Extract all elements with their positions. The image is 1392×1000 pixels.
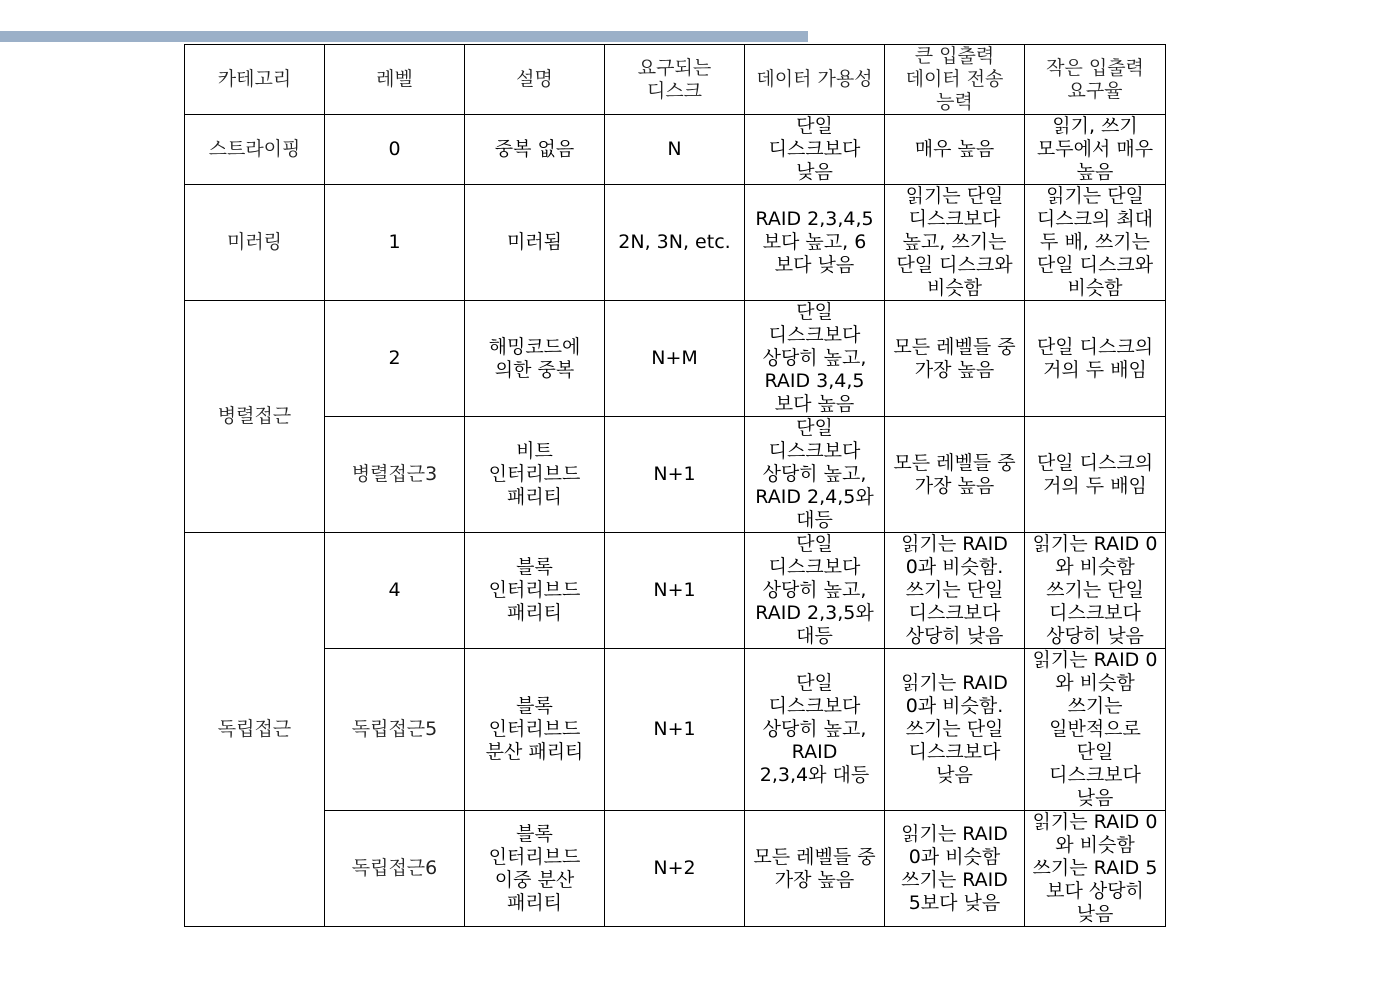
availability-cell: 단일 디스크보다 상당히 높고, RAID 2,3,4와 대등 [745, 649, 885, 811]
large-io-cell: 매우 높음 [885, 115, 1025, 185]
large-io-cell: 모든 레벨들 중 가장 높음 [885, 417, 1025, 533]
small-io-cell: 읽기는 RAID 0 와 비슷함 쓰기는 일반적으로 단일 디스크보다 낮음 [1025, 649, 1166, 811]
large-io-cell: 읽기는 RAID 0과 비슷함. 쓰기는 단일 디스크보다 낮음 [885, 649, 1025, 811]
header-cell: 큰 입출력 데이터 전송 능력 [885, 45, 1025, 115]
header-cell: 작은 입출력 요구율 [1025, 45, 1166, 115]
large-io-cell: 모든 레벨들 중 가장 높음 [885, 301, 1025, 417]
description-cell: 블록 인터리브드 패리티 [465, 533, 605, 649]
table-row [185, 301, 1166, 417]
disks-cell: N+M [605, 301, 745, 417]
header-cell: 카테고리 [185, 45, 325, 115]
disks-cell: N+1 [605, 533, 745, 649]
category-cell: 독립접근 [185, 533, 325, 927]
small-io-cell: 읽기, 쓰기 모두에서 매우 높음 [1025, 115, 1166, 185]
level-cell: 1 [325, 185, 465, 301]
description-cell: 블록 인터리브드 분산 패리티 [465, 649, 605, 811]
availability-cell: 모든 레벨들 중 가장 높음 [745, 811, 885, 927]
disks-cell: N+2 [605, 811, 745, 927]
header-row [185, 45, 1166, 115]
table-row [185, 115, 1166, 185]
small-io-cell: 읽기는 RAID 0 와 비슷함 쓰기는 RAID 5 보다 상당히 낮음 [1025, 811, 1166, 927]
header-cell: 설명 [465, 45, 605, 115]
level-cell: 2 [325, 301, 465, 417]
category-cell: 스트라이핑 [185, 115, 325, 185]
level-cell: 병렬접근3 [325, 417, 465, 533]
raid-levels-table [184, 44, 1166, 927]
description-cell: 미러됨 [465, 185, 605, 301]
large-io-cell: 읽기는 RAID 0과 비슷함. 쓰기는 단일 디스크보다 상당히 낮음 [885, 533, 1025, 649]
description-cell: 중복 없음 [465, 115, 605, 185]
header-cell: 데이터 가용성 [745, 45, 885, 115]
header-cell: 레벨 [325, 45, 465, 115]
disks-cell: N [605, 115, 745, 185]
availability-cell: RAID 2,3,4,5 보다 높고, 6 보다 낮음 [745, 185, 885, 301]
availability-cell: 단일 디스크보다 상당히 높고, RAID 2,3,5와 대등 [745, 533, 885, 649]
table-row [185, 185, 1166, 301]
availability-cell: 단일 디스크보다 낮음 [745, 115, 885, 185]
header-cell: 요구되는 디스크 [605, 45, 745, 115]
small-io-cell: 읽기는 단일 디스크의 최대 두 배, 쓰기는 단일 디스크와 비슷함 [1025, 185, 1166, 301]
category-cell: 미러링 [185, 185, 325, 301]
small-io-cell: 단일 디스크의 거의 두 배임 [1025, 301, 1166, 417]
table-row [185, 417, 1166, 533]
table-row [185, 811, 1166, 927]
disks-cell: N+1 [605, 649, 745, 811]
title-accent-bar [0, 31, 808, 42]
level-cell: 독립접근6 [325, 811, 465, 927]
disks-cell: N+1 [605, 417, 745, 533]
table-row [185, 533, 1166, 649]
description-cell: 해밍코드에 의한 중복 [465, 301, 605, 417]
level-cell: 4 [325, 533, 465, 649]
level-cell: 독립접근5 [325, 649, 465, 811]
table-row [185, 649, 1166, 811]
small-io-cell: 읽기는 RAID 0 와 비슷함 쓰기는 단일 디스크보다 상당히 낮음 [1025, 533, 1166, 649]
availability-cell: 단일 디스크보다 상당히 높고, RAID 3,4,5 보다 높음 [745, 301, 885, 417]
small-io-cell: 단일 디스크의 거의 두 배임 [1025, 417, 1166, 533]
availability-cell: 단일 디스크보다 상당히 높고, RAID 2,4,5와 대등 [745, 417, 885, 533]
description-cell: 블록 인터리브드 이중 분산 패리티 [465, 811, 605, 927]
description-cell: 비트 인터리브드 패리티 [465, 417, 605, 533]
large-io-cell: 읽기는 단일 디스크보다 높고, 쓰기는 단일 디스크와 비슷함 [885, 185, 1025, 301]
disks-cell: 2N, 3N, etc. [605, 185, 745, 301]
level-cell: 0 [325, 115, 465, 185]
category-cell: 병렬접근 [185, 301, 325, 533]
large-io-cell: 읽기는 RAID 0과 비슷함 쓰기는 RAID 5보다 낮음 [885, 811, 1025, 927]
